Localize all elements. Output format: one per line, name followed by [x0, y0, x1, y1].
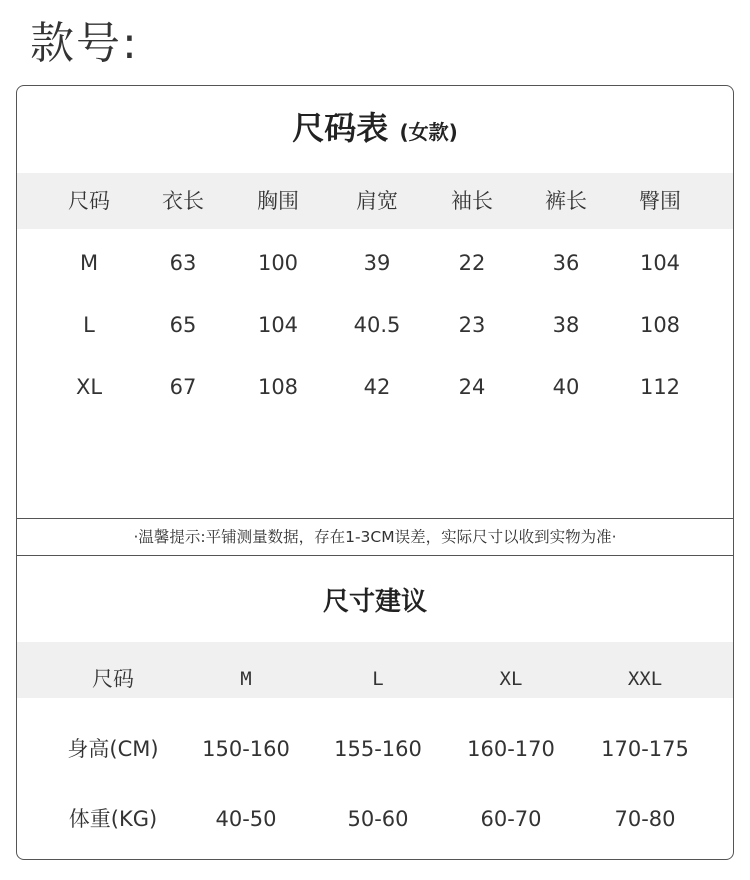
- suggestion-table-header-row: [17, 659, 733, 699]
- size-cell-1: 65: [169, 313, 197, 337]
- size-table-title-block: [17, 106, 733, 154]
- size-header-cell-2: 胸围: [257, 189, 299, 213]
- page-heading: 款号:: [30, 18, 139, 69]
- size-header-cell-4: 袖长: [451, 189, 493, 213]
- size-cell-0: XL: [75, 375, 103, 399]
- suggestion-table-row: [17, 729, 733, 769]
- suggestion-cell-0: 体重(KG): [68, 807, 158, 831]
- suggestion-cell-3: 60-70: [480, 807, 542, 831]
- suggestion-cell-0: 身高(CM): [67, 737, 159, 761]
- size-header-cell-6: 臀围: [639, 189, 681, 213]
- size-cell-5: 36: [552, 251, 580, 275]
- size-cell-3: 40.5: [353, 313, 401, 337]
- size-table-subtitle: (女款): [399, 120, 458, 144]
- size-header-cell-3: 肩宽: [356, 189, 398, 213]
- size-cell-4: 22: [458, 251, 486, 275]
- size-header-cell-5: 裤长: [545, 189, 587, 213]
- size-table-title: 尺码表: [292, 109, 389, 147]
- size-table-row: [17, 367, 733, 407]
- size-cell-2: 104: [257, 313, 299, 337]
- suggestion-cell-1: 150-160: [202, 737, 290, 761]
- size-cell-2: 100: [257, 251, 299, 275]
- size-header-cell-0: 尺码: [68, 189, 110, 213]
- size-cell-6: 108: [639, 313, 681, 337]
- size-cell-1: 63: [169, 251, 197, 275]
- suggestion-cell-4: 70-80: [614, 807, 676, 831]
- size-cell-4: 24: [458, 375, 486, 399]
- size-cell-5: 40: [552, 375, 580, 399]
- size-cell-2: 108: [257, 375, 299, 399]
- suggestion-header-cell-1: M: [240, 668, 252, 690]
- measurement-tip: ·温馨提示:平铺测量数据，存在1-3CM误差，实际尺寸以收到实物为准·: [17, 518, 733, 556]
- size-cell-0: M: [79, 251, 99, 275]
- size-header-cell-1: 衣长: [162, 189, 204, 213]
- suggestion-header-cell-2: L: [372, 668, 384, 690]
- size-cell-6: 104: [639, 251, 681, 275]
- size-chart-card: [16, 85, 734, 860]
- suggestion-cell-1: 40-50: [215, 807, 277, 831]
- size-table-row: [17, 243, 733, 283]
- suggestion-cell-2: 50-60: [347, 807, 409, 831]
- suggestion-header-cell-3: XL: [499, 668, 523, 690]
- suggestion-header-cell-4: XXL: [627, 668, 663, 690]
- size-table-header-row: [17, 181, 733, 221]
- suggestion-cell-3: 160-170: [467, 737, 555, 761]
- suggestion-cell-4: 170-175: [601, 737, 689, 761]
- size-cell-0: L: [83, 313, 95, 337]
- suggestion-header-cell-0: 尺码: [92, 667, 134, 691]
- size-table-row: [17, 305, 733, 345]
- suggestion-table-title: 尺寸建议: [322, 587, 427, 617]
- suggestion-cell-2: 155-160: [334, 737, 422, 761]
- suggestion-table-row: [17, 799, 733, 839]
- size-cell-3: 39: [363, 251, 391, 275]
- size-cell-4: 23: [458, 313, 486, 337]
- size-cell-3: 42: [363, 375, 391, 399]
- size-cell-5: 38: [552, 313, 580, 337]
- size-cell-1: 67: [169, 375, 197, 399]
- size-cell-6: 112: [639, 375, 681, 399]
